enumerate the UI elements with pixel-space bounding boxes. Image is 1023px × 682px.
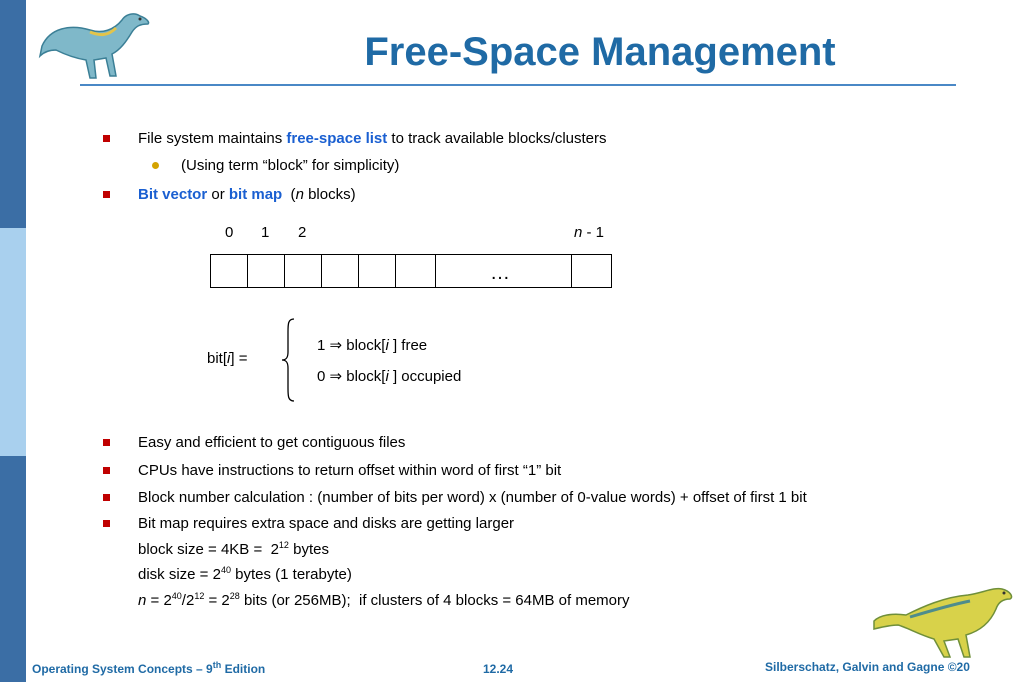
bit-cell [210, 254, 248, 288]
title-divider [80, 84, 956, 86]
sidebar-stripe [0, 0, 26, 682]
bullet-free-space-list: File system maintains free-space list to track available blocks/clusters [138, 130, 607, 147]
sub-bullet-block-term: (Using term “block” for simplicity) [181, 157, 400, 174]
calc-n-bits: $n = 2^{40}/2^{12} = 2^{28}$ bits (or 256MB); if clusters of 4 blocks = 64MB of memory [138, 591, 630, 609]
dinosaur-logo-top [36, 6, 158, 84]
calc-block-size: block size = $4KB = 2^{12}$ bytes [138, 540, 329, 558]
bullet-block-calc: Block number calculation : (number of bits per word) x (number of 0-value words) + offset of first 1 bit [138, 489, 807, 506]
bullet-extra-space: Bit map requires extra space and disks are getting larger [138, 515, 515, 532]
bit-cell [358, 254, 396, 288]
bit-cell-last [571, 254, 612, 288]
bullet-cpu-instructions: CPUs have instructions to return offset within word of first “1” bit [138, 462, 562, 479]
index-label-2: 2 [298, 224, 307, 241]
slide-title: Free-Space Management [364, 30, 836, 74]
ellipsis: … [490, 262, 512, 284]
bullet-bit-vector: Bit vector or bit map (n blocks) [138, 186, 356, 203]
case-occupied: 0 ⇒ block[i ] occupied [317, 368, 462, 385]
bullet-square [103, 494, 110, 501]
bullet-square [103, 439, 110, 446]
index-label-0: 0 [225, 224, 234, 241]
bullet-square [103, 191, 110, 198]
curly-brace [280, 318, 296, 402]
bullet-contiguous: Easy and efficient to get contiguous files [138, 434, 406, 451]
bit-cell [284, 254, 322, 288]
index-label-1: 1 [261, 224, 270, 241]
footer-authors: Silberschatz, Galvin and Gagne ©20 [765, 660, 970, 674]
bullet-square [103, 135, 110, 142]
footer-book-title: Operating System Concepts – 9th Edition [32, 660, 266, 676]
bullet-dot [152, 162, 159, 169]
case-free: 1 ⇒ block[i ] free [317, 337, 428, 354]
bit-cell [321, 254, 359, 288]
bullet-square [103, 467, 110, 474]
footer-page-number: 12.24 [483, 662, 514, 676]
bit-cell [395, 254, 436, 288]
calc-disk-size: disk size = $2^{40}$ bytes (1 terabyte) [138, 565, 352, 583]
bit-i-label: bit[i] = [207, 350, 248, 367]
bit-cell [247, 254, 285, 288]
dinosaur-logo-bottom [870, 585, 1016, 661]
bullet-square [103, 520, 110, 527]
index-label-last: n - 1 [574, 224, 605, 241]
